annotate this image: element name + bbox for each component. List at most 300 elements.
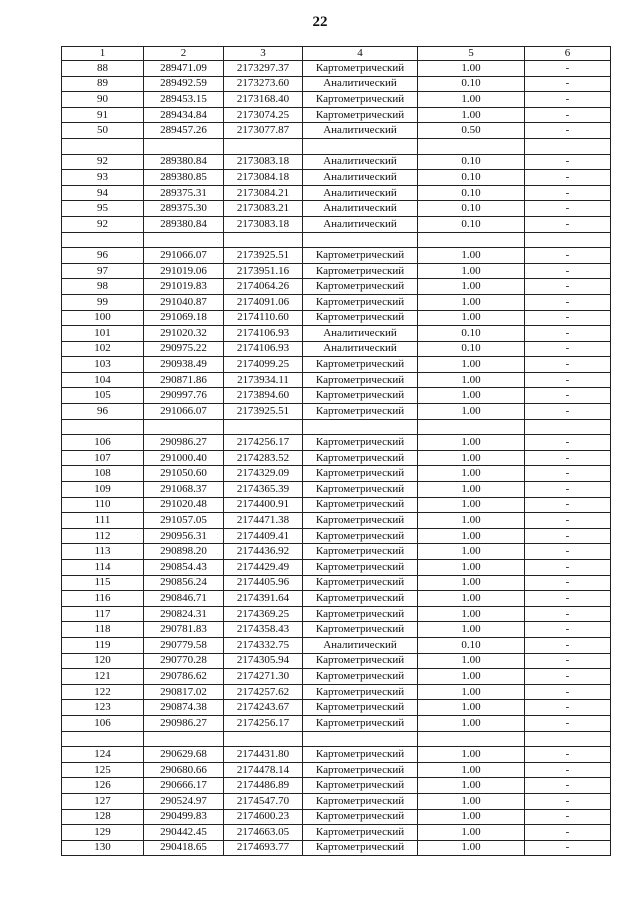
method-cell: Картометрический <box>303 388 418 404</box>
accuracy-cell: 0.50 <box>418 123 525 139</box>
accuracy-cell: 1.00 <box>418 622 525 638</box>
x-coordinate-cell: 290666.17 <box>144 778 224 794</box>
accuracy-cell: 0.10 <box>418 216 525 232</box>
note-cell: - <box>525 263 611 279</box>
note-cell: - <box>525 825 611 841</box>
y-coordinate-cell: 2174663.05 <box>224 825 303 841</box>
table-row <box>62 216 611 232</box>
note-cell: - <box>525 497 611 513</box>
y-coordinate-cell: 2174064.26 <box>224 279 303 295</box>
x-coordinate-cell: 290846.71 <box>144 591 224 607</box>
note-cell <box>525 232 611 248</box>
accuracy-cell: 1.00 <box>418 606 525 622</box>
method-cell: Аналитический <box>303 341 418 357</box>
x-coordinate-cell: 291066.07 <box>144 248 224 264</box>
point-number-cell: 94 <box>62 185 144 201</box>
x-coordinate-cell: 291069.18 <box>144 310 224 326</box>
point-number-cell: 106 <box>62 435 144 451</box>
y-coordinate-cell: 2174283.52 <box>224 450 303 466</box>
point-number-cell: 121 <box>62 669 144 685</box>
table-row <box>62 310 611 326</box>
x-coordinate-cell: 291020.48 <box>144 497 224 513</box>
point-number-cell: 113 <box>62 544 144 560</box>
x-coordinate-cell <box>144 731 224 747</box>
y-coordinate-cell: 2174405.96 <box>224 575 303 591</box>
table-row <box>62 263 611 279</box>
point-number-cell: 120 <box>62 653 144 669</box>
table-row <box>62 575 611 591</box>
table-row <box>62 435 611 451</box>
x-coordinate-cell <box>144 138 224 154</box>
note-cell: - <box>525 684 611 700</box>
table-row <box>62 76 611 92</box>
accuracy-cell: 1.00 <box>418 310 525 326</box>
y-coordinate-cell: 2174257.62 <box>224 684 303 700</box>
y-coordinate-cell: 2174243.67 <box>224 700 303 716</box>
x-coordinate-cell: 290817.02 <box>144 684 224 700</box>
y-coordinate-cell: 2173083.21 <box>224 201 303 217</box>
y-coordinate-cell <box>224 232 303 248</box>
note-cell: - <box>525 357 611 373</box>
accuracy-cell: 0.10 <box>418 326 525 342</box>
note-cell: - <box>525 92 611 108</box>
table-row <box>62 560 611 576</box>
point-number-cell: 102 <box>62 341 144 357</box>
accuracy-cell: 0.10 <box>418 170 525 186</box>
y-coordinate-cell: 2173951.16 <box>224 263 303 279</box>
table-row <box>62 591 611 607</box>
note-cell: - <box>525 637 611 653</box>
x-coordinate-cell: 290986.27 <box>144 435 224 451</box>
table-row <box>62 450 611 466</box>
point-number-cell: 104 <box>62 372 144 388</box>
point-number-cell: 92 <box>62 154 144 170</box>
point-number-cell: 50 <box>62 123 144 139</box>
y-coordinate-cell: 2174486.89 <box>224 778 303 794</box>
y-coordinate-cell: 2174369.25 <box>224 606 303 622</box>
x-coordinate-cell: 289380.85 <box>144 170 224 186</box>
point-number-cell <box>62 138 144 154</box>
note-cell: - <box>525 778 611 794</box>
point-number-cell: 101 <box>62 326 144 342</box>
table-row <box>62 92 611 108</box>
table-row <box>62 715 611 731</box>
x-coordinate-cell: 291000.40 <box>144 450 224 466</box>
accuracy-cell: 1.00 <box>418 263 525 279</box>
y-coordinate-cell: 2174478.14 <box>224 762 303 778</box>
x-coordinate-cell: 289375.31 <box>144 185 224 201</box>
column-header: 3 <box>224 47 303 61</box>
y-coordinate-cell: 2174431.80 <box>224 747 303 763</box>
point-number-cell <box>62 731 144 747</box>
x-coordinate-cell: 290786.62 <box>144 669 224 685</box>
table-row <box>62 606 611 622</box>
method-cell: Картометрический <box>303 591 418 607</box>
point-number-cell: 97 <box>62 263 144 279</box>
method-cell: Аналитический <box>303 185 418 201</box>
accuracy-cell: 1.00 <box>418 107 525 123</box>
accuracy-cell: 1.00 <box>418 279 525 295</box>
table-row <box>62 123 611 139</box>
accuracy-cell: 1.00 <box>418 715 525 731</box>
accuracy-cell: 1.00 <box>418 762 525 778</box>
x-coordinate-cell: 289380.84 <box>144 216 224 232</box>
point-number-cell: 108 <box>62 466 144 482</box>
method-cell: Картометрический <box>303 435 418 451</box>
x-coordinate-cell: 291020.32 <box>144 326 224 342</box>
method-cell: Картометрический <box>303 107 418 123</box>
note-cell: - <box>525 762 611 778</box>
x-coordinate-cell: 290938.49 <box>144 357 224 373</box>
accuracy-cell: 1.00 <box>418 669 525 685</box>
accuracy-cell: 1.00 <box>418 700 525 716</box>
accuracy-cell: 1.00 <box>418 809 525 825</box>
point-number-cell: 96 <box>62 248 144 264</box>
method-cell: Картометрический <box>303 528 418 544</box>
x-coordinate-cell: 291050.60 <box>144 466 224 482</box>
x-coordinate-cell: 291068.37 <box>144 482 224 498</box>
table-row <box>62 544 611 560</box>
method-cell: Картометрический <box>303 684 418 700</box>
x-coordinate-cell: 290824.31 <box>144 606 224 622</box>
note-cell: - <box>525 700 611 716</box>
y-coordinate-cell: 2174409.41 <box>224 528 303 544</box>
x-coordinate-cell: 290854.43 <box>144 560 224 576</box>
method-cell: Картометрический <box>303 825 418 841</box>
x-coordinate-cell: 290871.86 <box>144 372 224 388</box>
y-coordinate-cell: 2174329.09 <box>224 466 303 482</box>
point-number-cell: 112 <box>62 528 144 544</box>
note-cell <box>525 138 611 154</box>
note-cell: - <box>525 61 611 77</box>
y-coordinate-cell: 2174099.25 <box>224 357 303 373</box>
y-coordinate-cell: 2173083.18 <box>224 154 303 170</box>
method-cell: Картометрический <box>303 61 418 77</box>
table-row <box>62 747 611 763</box>
table-row <box>62 482 611 498</box>
accuracy-cell: 1.00 <box>418 450 525 466</box>
method-cell: Картометрический <box>303 653 418 669</box>
y-coordinate-cell: 2173894.60 <box>224 388 303 404</box>
accuracy-cell: 1.00 <box>418 294 525 310</box>
table-row <box>62 653 611 669</box>
point-number-cell: 111 <box>62 513 144 529</box>
y-coordinate-cell: 2173934.11 <box>224 372 303 388</box>
method-cell: Аналитический <box>303 170 418 186</box>
x-coordinate-cell: 291066.07 <box>144 404 224 420</box>
note-cell: - <box>525 310 611 326</box>
note-cell: - <box>525 279 611 295</box>
x-coordinate-cell: 290779.58 <box>144 637 224 653</box>
table-row <box>62 326 611 342</box>
accuracy-cell <box>418 419 525 435</box>
table-row <box>62 170 611 186</box>
note-cell: - <box>525 326 611 342</box>
x-coordinate-cell: 290781.83 <box>144 622 224 638</box>
method-cell: Картометрический <box>303 404 418 420</box>
method-cell: Картометрический <box>303 482 418 498</box>
page-number: 22 <box>312 14 328 30</box>
point-number-cell: 92 <box>62 216 144 232</box>
method-cell: Аналитический <box>303 123 418 139</box>
accuracy-cell: 1.00 <box>418 513 525 529</box>
y-coordinate-cell: 2173925.51 <box>224 404 303 420</box>
x-coordinate-cell: 290874.38 <box>144 700 224 716</box>
note-cell: - <box>525 216 611 232</box>
point-number-cell: 127 <box>62 793 144 809</box>
note-cell <box>525 731 611 747</box>
point-number-cell: 114 <box>62 560 144 576</box>
y-coordinate-cell: 2173077.87 <box>224 123 303 139</box>
table-row <box>62 201 611 217</box>
x-coordinate-cell: 289492.59 <box>144 76 224 92</box>
y-coordinate-cell: 2174106.93 <box>224 326 303 342</box>
x-coordinate-cell: 291057.05 <box>144 513 224 529</box>
accuracy-cell: 1.00 <box>418 528 525 544</box>
method-cell: Аналитический <box>303 76 418 92</box>
note-cell: - <box>525 513 611 529</box>
accuracy-cell: 1.00 <box>418 684 525 700</box>
point-number-cell: 96 <box>62 404 144 420</box>
x-coordinate-cell: 290986.27 <box>144 715 224 731</box>
accuracy-cell: 0.10 <box>418 154 525 170</box>
method-cell <box>303 138 418 154</box>
y-coordinate-cell: 2173925.51 <box>224 248 303 264</box>
accuracy-cell <box>418 138 525 154</box>
accuracy-cell: 1.00 <box>418 825 525 841</box>
table-row <box>62 388 611 404</box>
note-cell: - <box>525 201 611 217</box>
x-coordinate-cell: 290975.22 <box>144 341 224 357</box>
y-coordinate-cell: 2174693.77 <box>224 840 303 856</box>
method-cell: Картометрический <box>303 372 418 388</box>
y-coordinate-cell: 2173168.40 <box>224 92 303 108</box>
accuracy-cell: 1.00 <box>418 591 525 607</box>
note-cell: - <box>525 341 611 357</box>
y-coordinate-cell: 2173074.25 <box>224 107 303 123</box>
y-coordinate-cell: 2173084.21 <box>224 185 303 201</box>
y-coordinate-cell: 2174091.06 <box>224 294 303 310</box>
note-cell: - <box>525 793 611 809</box>
x-coordinate-cell: 290442.45 <box>144 825 224 841</box>
table-row <box>62 279 611 295</box>
table-row <box>62 762 611 778</box>
point-number-cell: 124 <box>62 747 144 763</box>
y-coordinate-cell: 2174110.60 <box>224 310 303 326</box>
method-cell: Картометрический <box>303 575 418 591</box>
method-cell: Картометрический <box>303 279 418 295</box>
table-row <box>62 466 611 482</box>
table-row <box>62 248 611 264</box>
method-cell: Картометрический <box>303 248 418 264</box>
note-cell: - <box>525 747 611 763</box>
note-cell: - <box>525 388 611 404</box>
accuracy-cell: 1.00 <box>418 372 525 388</box>
point-number-cell <box>62 419 144 435</box>
y-coordinate-cell: 2174365.39 <box>224 482 303 498</box>
point-number-cell: 130 <box>62 840 144 856</box>
y-coordinate-cell: 2174429.49 <box>224 560 303 576</box>
x-coordinate-cell: 290680.66 <box>144 762 224 778</box>
note-cell: - <box>525 715 611 731</box>
point-number-cell: 115 <box>62 575 144 591</box>
x-coordinate-cell: 290770.28 <box>144 653 224 669</box>
table-row <box>62 793 611 809</box>
note-cell: - <box>525 528 611 544</box>
note-cell: - <box>525 591 611 607</box>
method-cell: Картометрический <box>303 450 418 466</box>
y-coordinate-cell: 2174271.30 <box>224 669 303 685</box>
point-number-cell: 98 <box>62 279 144 295</box>
y-coordinate-cell <box>224 138 303 154</box>
x-coordinate-cell: 290499.83 <box>144 809 224 825</box>
table-row <box>62 185 611 201</box>
note-cell: - <box>525 606 611 622</box>
column-header: 5 <box>418 47 525 61</box>
accuracy-cell: 0.10 <box>418 185 525 201</box>
accuracy-cell: 1.00 <box>418 92 525 108</box>
method-cell: Аналитический <box>303 201 418 217</box>
note-cell: - <box>525 404 611 420</box>
column-header: 1 <box>62 47 144 61</box>
y-coordinate-cell: 2174400.91 <box>224 497 303 513</box>
x-coordinate-cell: 291019.06 <box>144 263 224 279</box>
x-coordinate-cell <box>144 419 224 435</box>
y-coordinate-cell: 2174256.17 <box>224 715 303 731</box>
table-row <box>62 840 611 856</box>
method-cell: Картометрический <box>303 622 418 638</box>
y-coordinate-cell: 2174256.17 <box>224 435 303 451</box>
x-coordinate-cell: 291040.87 <box>144 294 224 310</box>
table-row <box>62 513 611 529</box>
table-spacer-row <box>62 731 611 747</box>
y-coordinate-cell: 2174358.43 <box>224 622 303 638</box>
table-row <box>62 637 611 653</box>
method-cell: Картометрический <box>303 840 418 856</box>
point-number-cell: 116 <box>62 591 144 607</box>
point-number-cell: 107 <box>62 450 144 466</box>
note-cell: - <box>525 294 611 310</box>
note-cell: - <box>525 435 611 451</box>
table-row <box>62 528 611 544</box>
note-cell: - <box>525 482 611 498</box>
method-cell: Картометрический <box>303 778 418 794</box>
coordinates-table <box>61 46 611 856</box>
method-cell: Картометрический <box>303 793 418 809</box>
accuracy-cell: 1.00 <box>418 575 525 591</box>
method-cell: Картометрический <box>303 310 418 326</box>
table-row <box>62 497 611 513</box>
x-coordinate-cell: 290524.97 <box>144 793 224 809</box>
table-row <box>62 341 611 357</box>
method-cell: Аналитический <box>303 637 418 653</box>
accuracy-cell: 1.00 <box>418 747 525 763</box>
table-row <box>62 404 611 420</box>
note-cell: - <box>525 123 611 139</box>
accuracy-cell: 0.10 <box>418 76 525 92</box>
table-row <box>62 107 611 123</box>
y-coordinate-cell: 2174436.92 <box>224 544 303 560</box>
note-cell: - <box>525 653 611 669</box>
method-cell: Картометрический <box>303 357 418 373</box>
x-coordinate-cell: 290956.31 <box>144 528 224 544</box>
x-coordinate-cell: 290629.68 <box>144 747 224 763</box>
point-number-cell: 93 <box>62 170 144 186</box>
note-cell: - <box>525 669 611 685</box>
accuracy-cell: 1.00 <box>418 404 525 420</box>
point-number-cell: 125 <box>62 762 144 778</box>
y-coordinate-cell: 2174547.70 <box>224 793 303 809</box>
y-coordinate-cell <box>224 731 303 747</box>
x-coordinate-cell: 289453.15 <box>144 92 224 108</box>
point-number-cell: 119 <box>62 637 144 653</box>
y-coordinate-cell: 2173273.60 <box>224 76 303 92</box>
table-spacer-row <box>62 138 611 154</box>
note-cell: - <box>525 450 611 466</box>
point-number-cell: 109 <box>62 482 144 498</box>
method-cell: Картометрический <box>303 544 418 560</box>
accuracy-cell: 1.00 <box>418 482 525 498</box>
accuracy-cell: 0.10 <box>418 341 525 357</box>
point-number-cell: 106 <box>62 715 144 731</box>
x-coordinate-cell <box>144 232 224 248</box>
x-coordinate-cell: 290997.76 <box>144 388 224 404</box>
accuracy-cell: 0.10 <box>418 201 525 217</box>
accuracy-cell: 1.00 <box>418 248 525 264</box>
method-cell: Картометрический <box>303 606 418 622</box>
accuracy-cell: 1.00 <box>418 466 525 482</box>
point-number-cell: 103 <box>62 357 144 373</box>
method-cell: Картометрический <box>303 466 418 482</box>
note-cell: - <box>525 154 611 170</box>
method-cell: Картометрический <box>303 560 418 576</box>
column-header: 6 <box>525 47 611 61</box>
y-coordinate-cell: 2174332.75 <box>224 637 303 653</box>
table-row <box>62 154 611 170</box>
table-row <box>62 700 611 716</box>
method-cell: Картометрический <box>303 294 418 310</box>
table-row <box>62 61 611 77</box>
note-cell: - <box>525 466 611 482</box>
accuracy-cell: 1.00 <box>418 357 525 373</box>
y-coordinate-cell: 2174106.93 <box>224 341 303 357</box>
method-cell: Картометрический <box>303 263 418 279</box>
accuracy-cell: 0.10 <box>418 637 525 653</box>
point-number-cell: 117 <box>62 606 144 622</box>
point-number-cell: 123 <box>62 700 144 716</box>
method-cell <box>303 232 418 248</box>
note-cell <box>525 419 611 435</box>
point-number-cell: 88 <box>62 61 144 77</box>
note-cell: - <box>525 840 611 856</box>
note-cell: - <box>525 544 611 560</box>
point-number-cell <box>62 232 144 248</box>
note-cell: - <box>525 248 611 264</box>
note-cell: - <box>525 185 611 201</box>
method-cell: Картометрический <box>303 497 418 513</box>
x-coordinate-cell: 291019.83 <box>144 279 224 295</box>
y-coordinate-cell: 2173084.18 <box>224 170 303 186</box>
method-cell: Картометрический <box>303 747 418 763</box>
accuracy-cell: 1.00 <box>418 388 525 404</box>
table-row <box>62 825 611 841</box>
y-coordinate-cell: 2174391.64 <box>224 591 303 607</box>
point-number-cell: 89 <box>62 76 144 92</box>
column-header: 4 <box>303 47 418 61</box>
x-coordinate-cell: 289380.84 <box>144 154 224 170</box>
method-cell: Картометрический <box>303 669 418 685</box>
method-cell <box>303 731 418 747</box>
